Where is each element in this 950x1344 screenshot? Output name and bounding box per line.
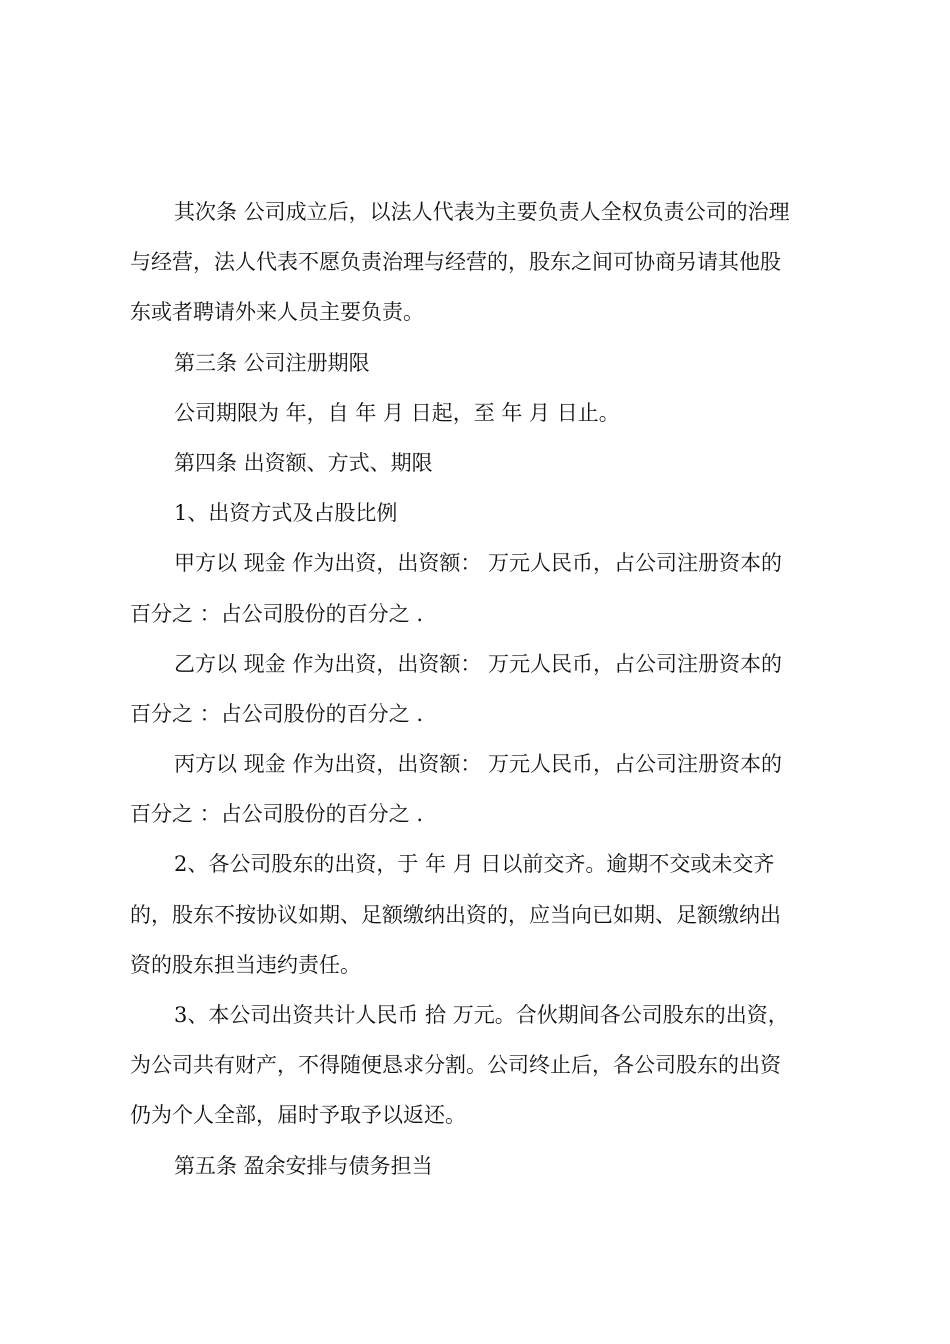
- section-heading: 1、出资方式及占股比例: [174, 501, 398, 526]
- text-line: 丙方以 现金 作为出资，出资额： 万元人民币，占公司注册资本的: [174, 752, 783, 777]
- text-line: 仍为个人全部，届时予取予以返还。: [130, 1103, 466, 1128]
- article-heading: 第三条 公司注册期限: [174, 350, 370, 375]
- article-heading: 第五条 盈余安排与债务担当: [174, 1153, 433, 1178]
- text-line: 3、本公司出资共计人民币 拾 万元。合伙期间各公司股东的出资，: [174, 1003, 789, 1027]
- text-line: 为公司共有财产，不得随便恳求分割。公司终止后，各公司股东的出资: [130, 1053, 781, 1078]
- text-line: 百分之 ：占公司股份的百分之 .: [130, 701, 424, 726]
- text-line: 的，股东不按协议如期、足额缴纳出资的，应当向已如期、足额缴纳出: [130, 902, 781, 927]
- document-body: [130, 187, 830, 1191]
- text-line: 公司期限为 年，自 年 月 日起，至 年 月 日止。: [174, 400, 620, 425]
- text-line: 2、各公司股东的出资，于 年 月 日以前交齐。逾期不交或未交齐: [174, 852, 775, 877]
- text-line: 百分之 ：占公司股份的百分之 .: [130, 802, 424, 827]
- text-line: 与经营，法人代表不愿负责治理与经营的，股东之间可协商另请其他股: [130, 250, 781, 275]
- text-line: 东或者聘请外来人员主要负责。: [130, 300, 424, 325]
- text-line: 资的股东担当违约责任。: [130, 952, 361, 977]
- article-heading: 第四条 出资额、方式、期限: [174, 450, 433, 475]
- text-line: 百分之 ：占公司股份的百分之 .: [130, 601, 424, 626]
- text-line: 甲方以 现金 作为出资，出资额： 万元人民币，占公司注册资本的: [174, 551, 783, 576]
- text-line: 乙方以 现金 作为出资，出资额： 万元人民币，占公司注册资本的: [174, 651, 783, 676]
- text-line: 其次条 公司成立后，以法人代表为主要负责人全权负责公司的治理: [174, 200, 790, 224]
